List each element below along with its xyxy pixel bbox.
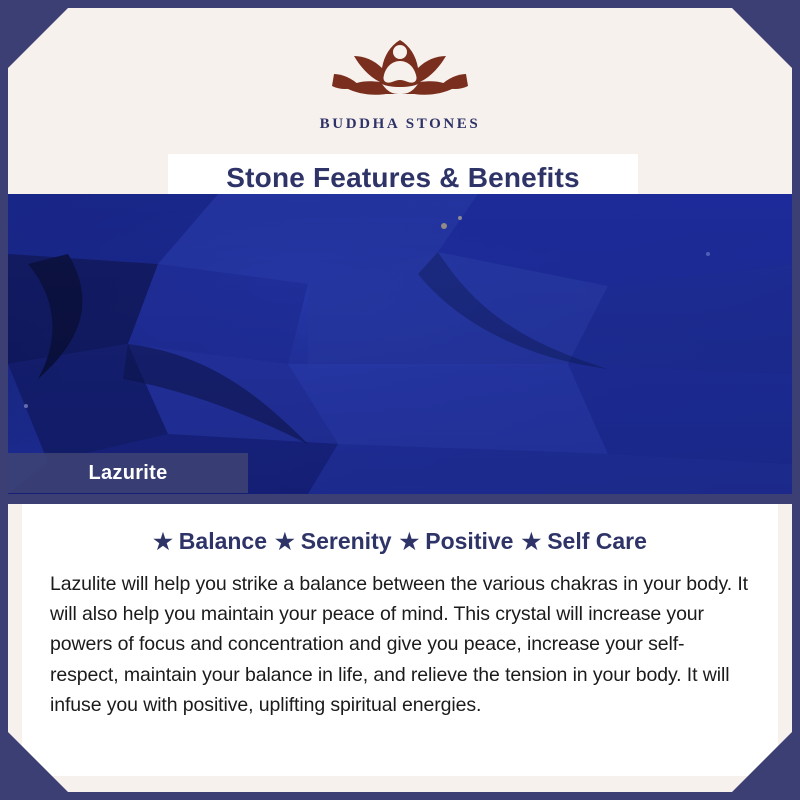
keyword-item (153, 528, 267, 555)
corner-decoration-top-right (732, 8, 792, 68)
lazurite-stone-photo (8, 194, 792, 494)
stone-name-ribbon (8, 453, 248, 493)
page-title: Stone Features & Benefits (226, 162, 580, 193)
lotus-meditation-icon (320, 26, 480, 110)
star-icon: ★ (275, 528, 295, 554)
keyword-item (400, 528, 514, 555)
description-text: Lazulite will help you strike a balance between the various chakras in your body. It will also help you maintain your peace of mind. This crystal will increase your powers of focus and concentration and give you peace, increase your self-respect, maintain your balance in life, and relieve the tension in your body. It will infuse you with positive, uplifting spiritual energies. (50, 573, 748, 716)
corner-decoration-top-left (8, 8, 68, 68)
brand-name: BUDDHA STONES (319, 116, 481, 132)
keyword-label: Balance (178, 528, 268, 554)
divider-strip (8, 494, 792, 504)
corner-decoration-bottom-left (8, 732, 68, 792)
corner-decoration-bottom-right (732, 732, 792, 792)
keyword-label: Serenity (300, 528, 392, 554)
stone-name: Lazurite (88, 461, 168, 484)
star-icon: ★ (521, 528, 542, 554)
keyword-item (275, 528, 392, 555)
keyword-label: Self Care (547, 528, 647, 554)
poster-content (8, 8, 792, 792)
keyword-list (50, 528, 750, 555)
keyword-item (521, 528, 646, 555)
star-icon: ★ (399, 528, 420, 554)
keyword-label: Positive (425, 528, 514, 554)
body-panel (22, 504, 778, 776)
brand-block (8, 8, 792, 148)
star-icon: ★ (153, 528, 173, 554)
